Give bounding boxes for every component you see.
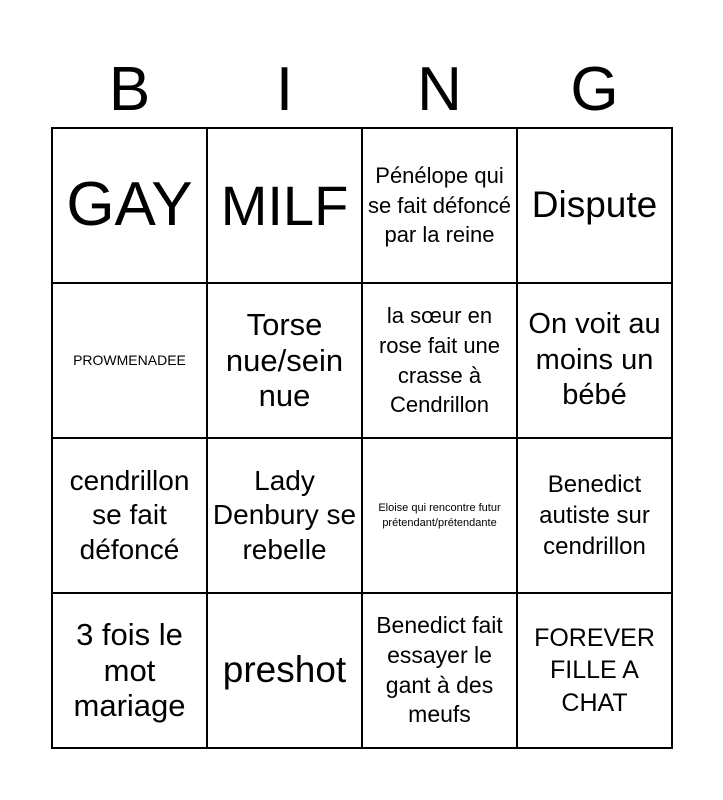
cell-text: FOREVER FILLE A CHAT [534, 623, 655, 717]
bingo-cell[interactable] [52, 283, 207, 438]
cell-text: GAY [66, 170, 193, 240]
bingo-cell[interactable] [207, 593, 362, 748]
cell-text: Lady Denbury se rebelle [212, 465, 357, 565]
bingo-cell[interactable] [362, 283, 517, 438]
bingo-cell[interactable] [362, 438, 517, 593]
bingo-cell[interactable] [52, 593, 207, 748]
bingo-cell[interactable] [207, 283, 362, 438]
cell-text: MILF [220, 173, 349, 237]
cell-text: Pénélope qui se fait défoncé par la reine [367, 162, 512, 248]
cell-text: cendrillon se fait défoncé [69, 465, 190, 565]
bingo-cell[interactable] [52, 438, 207, 593]
header-letter-g: G [570, 55, 619, 124]
bingo-cell[interactable] [362, 593, 517, 748]
cell-text: Dispute [531, 184, 658, 226]
bingo-row [52, 283, 672, 438]
cell-text: On voit au moins un bébé [528, 308, 661, 412]
bingo-cell[interactable] [517, 593, 672, 748]
cell-text: la sœur en rose fait une crasse à Cendrillon [378, 303, 501, 418]
header-letter-b: B [108, 55, 151, 124]
bingo-grid [51, 127, 673, 749]
cell-text: Eloise qui rencontre futur prétendant/prétendante [378, 502, 501, 529]
bingo-row [52, 128, 672, 283]
header-letter-n: N [417, 55, 462, 124]
cell-text: Torse nue/sein nue [225, 307, 344, 414]
bingo-cell[interactable] [362, 128, 517, 283]
cell-text: PROWMENADEE [73, 352, 186, 369]
cell-text: 3 fois le mot mariage [73, 617, 186, 724]
bingo-cell[interactable] [207, 128, 362, 283]
bingo-cell[interactable] [517, 438, 672, 593]
cell-text: Benedict autiste sur cendrillon [539, 470, 650, 561]
bingo-cell[interactable] [207, 438, 362, 593]
cell-text: Benedict fait essayer le gant à des meufs [376, 611, 503, 728]
bingo-cell[interactable] [52, 128, 207, 283]
bingo-row [52, 438, 672, 593]
bingo-cell[interactable] [517, 128, 672, 283]
bingo-row [52, 593, 672, 748]
bingo-header [52, 52, 672, 128]
cell-text: preshot [222, 649, 347, 691]
bingo-cell[interactable] [517, 283, 672, 438]
header-letter-i: I [275, 55, 294, 124]
